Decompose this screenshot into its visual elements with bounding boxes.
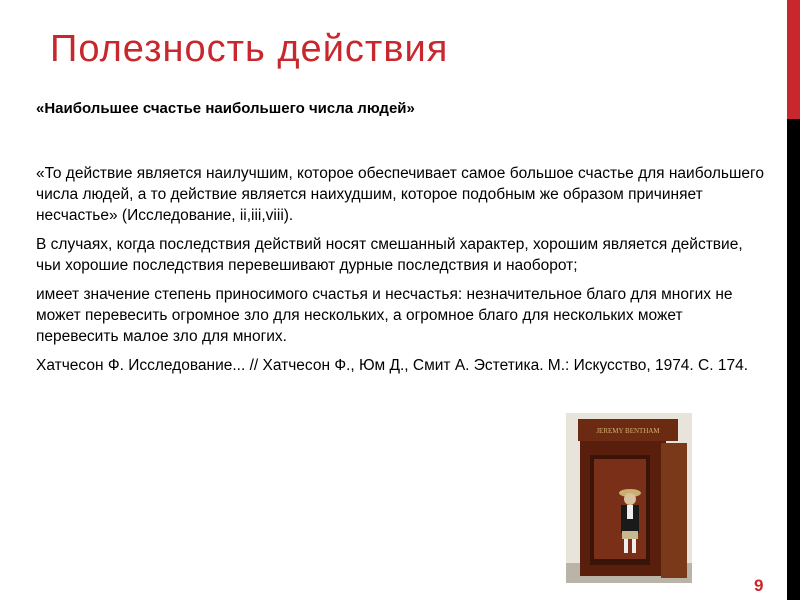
cabinet-sign: JEREMY BENTHAM: [596, 427, 660, 435]
paragraph-mixed: В случаях, когда последствия действий носят смешанный характер, хорошим является действие, чьи хорошие последствия перевешивают дурные последствия и наоборот;: [36, 236, 743, 274]
accent-bar-red: [787, 0, 800, 119]
paragraph-citation: Хатчесон Ф. Исследование... // Хатчесон Ф., Юм Д., Смит А. Эстетика. М.: Искусство, 1974. С. 174.: [36, 357, 749, 374]
slide-title: Полезность действия: [50, 28, 449, 70]
slide-body: [36, 163, 766, 384]
paragraph-quote: «То действие является наилучшим, которое обеспечивает самое большое счастье для наибольшего числа людей, а то действие является наихудшим, которое подобным же образом причиняет несчастье» (Исследование, ii,iii,viii).: [36, 165, 764, 224]
bentham-auto-icon-photo: [566, 413, 692, 583]
page-number: 9: [754, 576, 764, 595]
paragraph-degree: имеет значение степень приносимого счастья и несчастья: незначительное благо для многих не может перевесить огромное зло для нескольких, а огромное благо для нескольких может перевесить малое зло для многих.: [36, 286, 733, 345]
accent-bar-black: [787, 119, 800, 600]
slide-subtitle: «Наибольшее счастье наибольшего числа людей»: [36, 100, 415, 117]
